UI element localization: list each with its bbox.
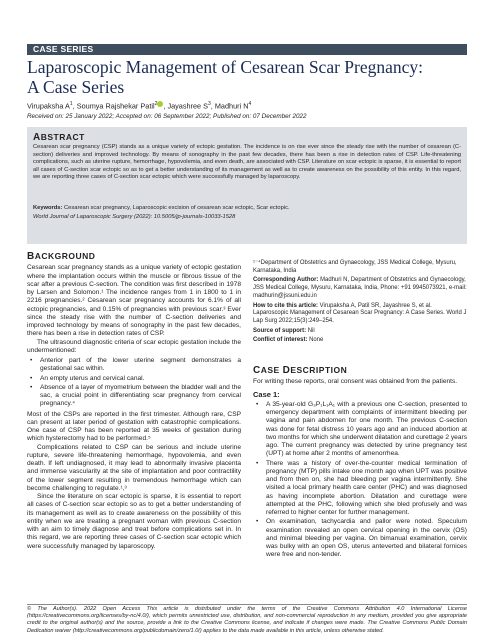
keywords-text: Cesarean scar pregnancy, Laparoscopic excision of cesarean scar ectopic, Scar ectopic. bbox=[64, 205, 290, 211]
abstract-text: Cesarean scar pregnancy (CSP) stands as a unique variety of ectopic gestation. The incidence is on rise ever since the steady rise with the number of cesarean (C-section) deliveries and improved technology. By means of sonography in the past few decades, there has been a rise in detection rates of CSP. Life-threatening complications, such as uterine rupture, hemorrhage, hypovolemia, and even death, are associated with CSP. Literature on scar ectopic is sparse, it is essential to report all cases of C-section scar ectopic so as to get a better understanding of its management as well as to create awareness on the possibility of this entity. In this regard, we are reporting three cases of C-section scar ectopic which were successfully managed by laparoscopy. bbox=[33, 144, 461, 181]
department-affiliations: ¹⁻⁴Department of Obstetrics and Gynaecology, JSS Medical College, Mysuru, Karnataka, India bbox=[253, 260, 457, 274]
consent-paragraph: For writing these reports, oral consent was obtained from the patients. bbox=[253, 378, 458, 386]
background-paragraph: Since the literature on scar ectopic is sparse, it is essential to report all cases of C-section scar ectopic so as to get a better understanding of its management as well as to create awareness on the possibility of this entity when we are treating a pregnant woman with previous C-section with an aim to timely diagnose and treat before complications set in. In this regard, we are reporting three cases of C-section scar ectopic which were successfully managed by laparoscopy. bbox=[27, 493, 241, 550]
ultrasound-criteria-list bbox=[27, 357, 241, 409]
abstract-heading bbox=[33, 132, 85, 143]
list-item: • Absence of a layer of myometrium between the bladder wall and the sac, a crucial point in differentiating scar pregnancy from cervical pregnancy.⁴ bbox=[27, 384, 241, 409]
author-name[interactable]: Madhuri N bbox=[214, 101, 249, 111]
heading-initial: A bbox=[33, 132, 41, 143]
journal-citation: World Journal of Laparoscopic Surgery (2022): 10.5005/jp-journals-10033-1528 bbox=[33, 214, 236, 220]
abstract-keywords bbox=[33, 205, 461, 213]
article-type-banner bbox=[27, 44, 467, 55]
author-name[interactable]: Jayashree S bbox=[167, 101, 208, 111]
background-section bbox=[27, 252, 241, 551]
background-paragraph: The ultrasound diagnostic criteria of scar ectopic gestation include the undermentioned: bbox=[27, 338, 241, 354]
author-list bbox=[27, 100, 467, 110]
author-affil-number: 1 bbox=[69, 101, 73, 107]
author-separator: , bbox=[72, 101, 77, 111]
background-paragraph: Most of the CSPs are reported in the first trimester. Although rare, CSP can present at later period of gestation with catastrophic complications. One case of CSP has been reported at 35 weeks of gestation during which hysterectomy had to be performed.⁵ bbox=[27, 410, 241, 443]
publication-dates: Received on: 25 January 2022; Accepted on: 06 September 2022; Published on: 07 December 2022 bbox=[27, 113, 307, 120]
corresponding-label: Corresponding Author: bbox=[253, 277, 319, 284]
heading-rest: ACKGROUND bbox=[34, 251, 96, 261]
author-affil-number: 2 bbox=[154, 101, 158, 107]
affiliations-block bbox=[253, 260, 467, 345]
heading-rest: ESCRIPTION bbox=[290, 365, 348, 375]
case-1-list bbox=[253, 401, 467, 560]
list-item: • An empty uterus and cervical canal. bbox=[27, 375, 241, 383]
author-affil-number: 3 bbox=[208, 101, 211, 107]
background-paragraph: Cesarean scar pregnancy stands as a unique variety of ectopic gestation where the implantation occurs within the muscle or fibrous tissue of the scar after a previous C-section. The condition was first described in 1978 by Larsen and Solomon.¹ The incidence ranges from 1 in 1800 to 1 in 2216 pregnancies.² Cesarean scar pregnancy accounts for 6.1% of all ectopic pregnancies, and 0.15% of pregnancies with previous scar.³ Ever since the steady rise with the number of C-section deliveries and improved technology by means of sonography in the past few decades, there has been a rise in detection rates of CSP. bbox=[27, 264, 241, 338]
corresponding-text[interactable]: Madhuri N, Department of Obstetrics and Gynaecology, JSS Medical College, Mysuru, Karnataka, India, Phone: +91 9945073921, e-mail: madhurin@jssuni.edu.in bbox=[253, 277, 467, 299]
source-of-support bbox=[253, 328, 467, 336]
list-item: • Anterior part of the lower uterine segment demonstrates a gestational sac within. bbox=[27, 357, 241, 374]
article-title bbox=[27, 57, 467, 97]
source-text: Nil bbox=[307, 327, 315, 334]
background-heading bbox=[27, 252, 241, 261]
author-affil-number: 4 bbox=[248, 101, 252, 107]
case-description-heading bbox=[253, 366, 467, 375]
author-name[interactable]: Soumya Rajshekar Patil bbox=[76, 101, 155, 111]
heading-rest: BSTRACT bbox=[40, 132, 85, 142]
conflict-text: None bbox=[309, 337, 324, 344]
list-item: • A 35-year-old G₃P₁L₁A₁ with a previous one C-section, presented to emergency department with complaints of intermittent bleeding per vagina and pain abdomen for one month. The previous C-section was done for fetal distress 10 years ago and an induced abortion at two months for which she underwent dilatation and curettage 2 years ago. The current pregnancy was detected by urine pregnancy test (UPT) at home after 2 months of amenorrhea. bbox=[253, 401, 467, 459]
case-description-section bbox=[253, 366, 467, 562]
cite-text: Virupaksha A, Patil SR, Jayashree S, et al. Laparoscopic Management of Cesarean Scar Pregnancy: A Case Series. World J Lap Surg 2022;15(3):249–254. bbox=[253, 302, 467, 324]
heading-initial: C bbox=[253, 365, 261, 376]
heading-initial: D bbox=[282, 365, 291, 376]
background-paragraph: Complications related to CSP can be serious and include uterine rupture, severe life-threatening hemorrhage, hypovolemia, and even death. If left undiagnosed, it may lead to abnormally invasive placenta and immense vascularity at the site of implantation and poor contractility of the lower segment resulting in tremendous hemorrhage which can become challenging to regulate.¹,³ bbox=[27, 443, 241, 492]
conflict-of-interest bbox=[253, 337, 467, 345]
article-type-label: CASE SERIES bbox=[33, 44, 94, 54]
author-name[interactable]: Virupaksha A bbox=[27, 101, 70, 111]
license-footer: © The Author(s). 2022 Open Access This article is distributed under the terms of the Creative Commons Attribution 4.0 International License (https://creativecommons.org/licenses/by-nc/4.0/), which permits unrestricted use, distribution, and non-commercial reproduction in any medium, provided you give appropriate credit to the original author(s) and the source, provide a link to the Creative Commons license, and indicate if changes were made. The Creative Commons Public Domain Dedication waiver (http://creativecommons.org/publicdomain/zero/1.0/) applies to the data made available in this article, unless otherwise stated. bbox=[27, 606, 467, 634]
source-label: Source of support: bbox=[253, 327, 307, 334]
how-to-cite bbox=[253, 303, 467, 326]
title-line-1: Laparoscopic Management of Cesarean Scar Pregnancy: bbox=[27, 57, 424, 77]
list-item: • There was a history of over-the-counter medical termination of pregnancy (MTP) pills intake one month ago when UPT was positive and from then on, she had bleeding per vagina intermittently. She visited a local primary health care center (PHC) and was diagnosed as having incomplete abortion. Dilatation and curettage were attempted at the PHC, following which she bled profusely and was referred to higher center for further management. bbox=[253, 460, 467, 518]
list-item: • On examination, tachycardia and pallor were noted. Speculum examination revealed an open cervical opening in the cervix (OS) and minimal bleeding per vagina. On bimanual examination, cervix was bulky with an open OS, uterus anteverted and bilateral fornices were free and non-tender. bbox=[253, 518, 467, 559]
keywords-label: Keywords: bbox=[33, 205, 63, 211]
heading-rest: ASE bbox=[260, 365, 283, 375]
author-separator: , bbox=[210, 101, 215, 111]
author-separator: , bbox=[163, 101, 168, 111]
heading-initial: B bbox=[27, 251, 35, 262]
title-line-2: A Case Series bbox=[27, 77, 125, 97]
footer-divider bbox=[27, 604, 467, 605]
cite-label: How to cite this article: bbox=[253, 302, 318, 309]
case-1-heading: Case 1: bbox=[253, 389, 280, 399]
conflict-label: Conflict of interest: bbox=[253, 337, 308, 344]
corresponding-author bbox=[253, 277, 467, 300]
